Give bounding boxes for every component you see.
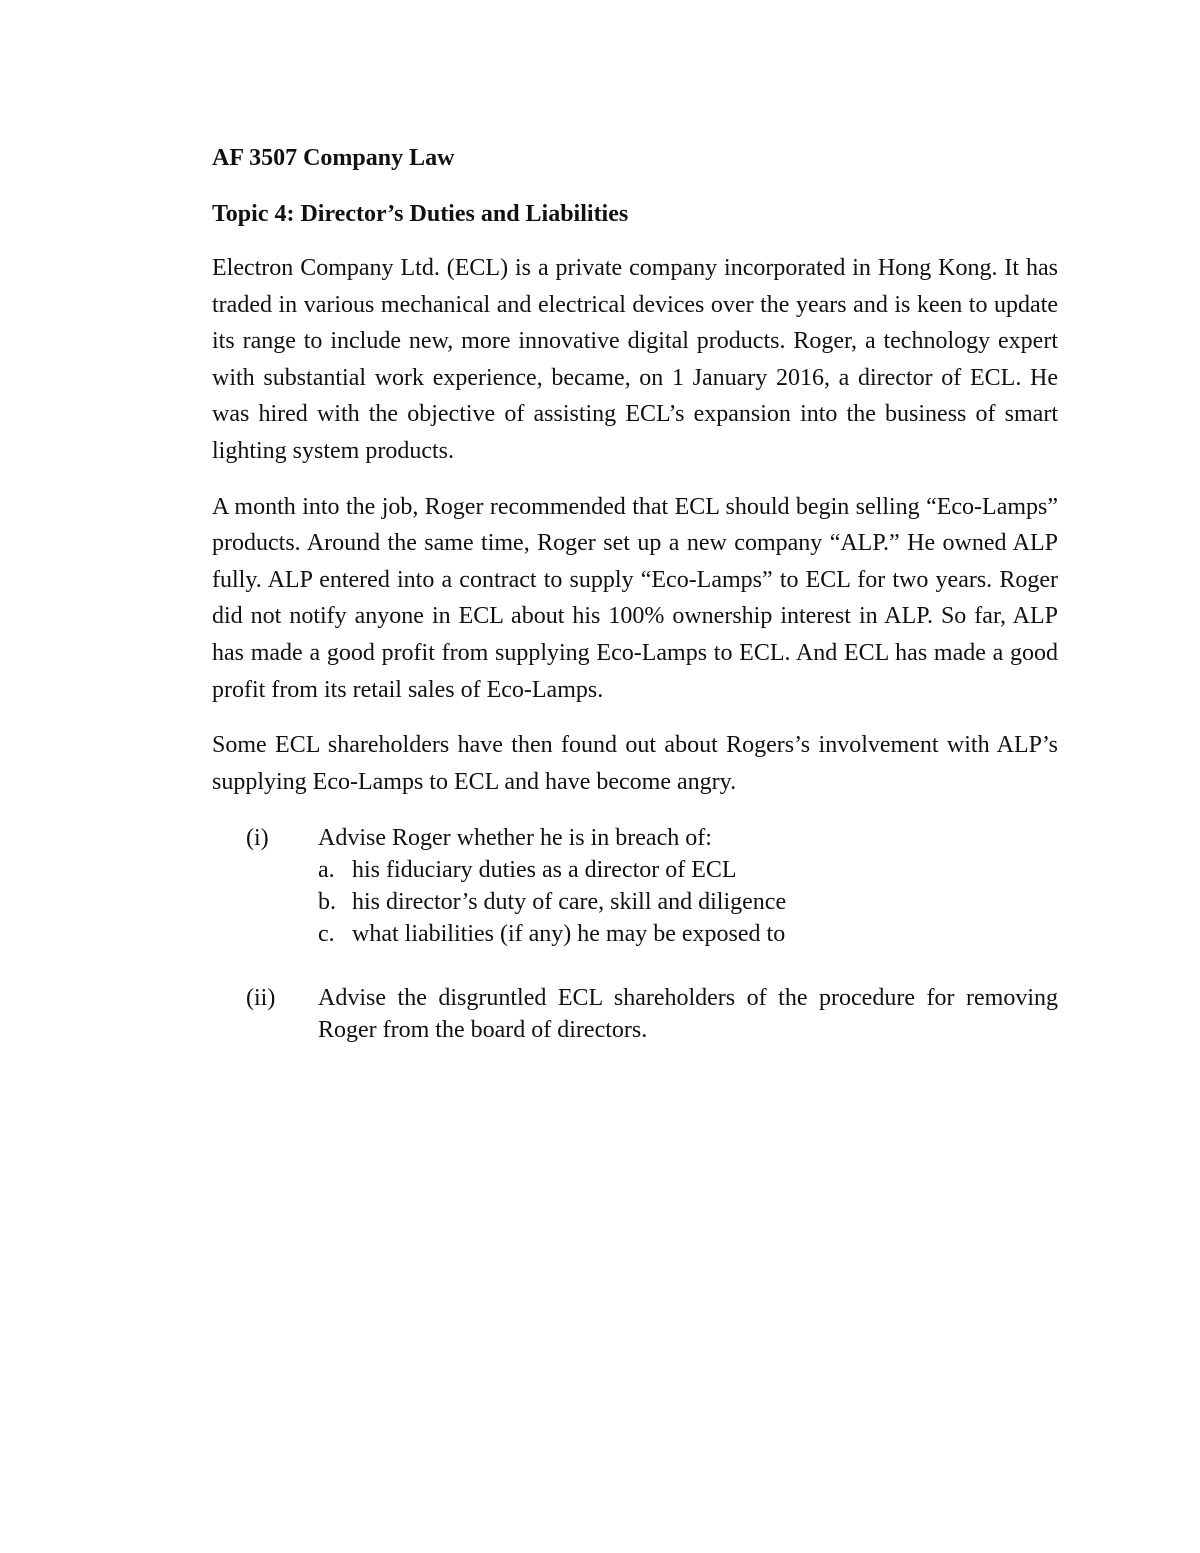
sub-item (318, 854, 1058, 886)
sub-item-letter: b. (318, 889, 336, 916)
question-2 (212, 982, 1058, 1046)
question-body (318, 982, 1058, 1046)
sub-item (318, 886, 1058, 918)
sub-item-text: what liabilities (if any) he may be exposed to (352, 921, 786, 948)
topic-title: Topic 4: Director’s Duties and Liabilities (212, 201, 629, 227)
sub-item-letter: a. (318, 857, 335, 884)
sub-item-list (318, 854, 1058, 950)
question-1 (212, 822, 1058, 950)
question-text: Advise Roger whether he is in breach of: (318, 825, 712, 852)
paragraph-shareholders-angry: Some ECL shareholders have then found out about Rogers’s involvement with ALP’s supplying Eco-Lamps to ECL and have become angry. (212, 732, 1058, 795)
sub-item-letter: c. (318, 921, 335, 948)
paragraph-company-background: Electron Company Ltd. (ECL) is a private company incorporated in Hong Kong. It has traded in various mechanical and electrical devices over the years and is keen to update its range to include new, more innovative digital products. Roger, a technology expert with substantial work experience, became, on 1 January 2016, a director of ECL. He was hired with the objective of assisting ECL’s expansion into the business of smart lighting system products. (212, 255, 1058, 464)
question-text: Advise the disgruntled ECL shareholders of the procedure for removing Roger from the board of directors. (318, 985, 1058, 1044)
question-number: (i) (246, 825, 269, 852)
document-content (212, 140, 1058, 1062)
paragraph-eco-lamps-contract: A month into the job, Roger recommended that ECL should begin selling “Eco-Lamps” products. Around the same time, Roger set up a new company “ALP.” He owned ALP fully. ALP entered into a contract to supply “Eco-Lamps” to ECL for two years. Roger did not notify anyone in ECL about his 100% ownership interest in ALP. So far, ALP has made a good profit from supplying Eco-Lamps to ECL. And ECL has made a good profit from its retail sales of Eco-Lamps. (212, 493, 1058, 703)
sub-item (318, 918, 1058, 950)
question-number: (ii) (246, 985, 276, 1012)
sub-item-text: his fiduciary duties as a director of ECL (352, 857, 737, 884)
course-title: AF 3507 Company Law (212, 145, 455, 171)
sub-item-text: his director’s duty of care, skill and diligence (352, 889, 787, 916)
question-body (318, 822, 1058, 950)
